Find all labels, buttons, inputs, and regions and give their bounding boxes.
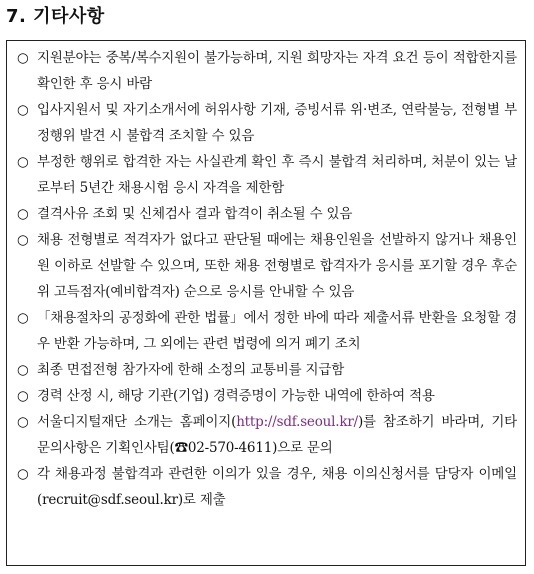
item-text: 입사지원서 및 자기소개서에 허위사항 기재, 증빙서류 위·변조, 연락불능, 전형별 부정행위 발견 시 불합격 조치할 수 있음 [37,102,517,144]
bullet-icon: ○ [17,414,29,430]
list-item [17,461,517,513]
item-text: 부정한 행위로 합격한 자는 사실관계 확인 후 즉시 불합격 처리하며, 처분이 있는 날로부터 5년간 채용시험 응시 자격을 제한함 [37,154,517,196]
item-text: 최종 면접전형 참가자에 한해 소정의 교통비를 지급함 [37,362,345,378]
list-item [17,149,517,201]
bullet-icon: ○ [17,50,29,66]
list-item [17,357,517,383]
bullet-icon: ○ [17,206,29,222]
bullet-icon: ○ [17,310,29,326]
list-item [17,227,517,305]
bullet-icon: ○ [17,154,29,170]
item-text: 결격사유 조회 및 신체검사 결과 합격이 취소될 수 있음 [37,206,353,222]
item-text: 지원분야는 중복/복수지원이 불가능하며, 지원 희망자는 자격 요건 등이 적합한지를 확인한 후 응시 바람 [37,50,517,92]
item-text: 각 채용과정 불합격과 관련한 이의가 있을 경우, 채용 이의신청서를 담당자 이메일(recruit@sdf.seoul.kr)로 제출 [37,466,517,508]
bullet-icon: ○ [17,466,29,482]
notice-list [17,45,517,513]
list-item [17,201,517,227]
item-text-before: 서울디지털재단 소개는 홈페이지( [37,414,237,430]
item-text: 「채용절차의 공정화에 관한 법률」에서 정한 바에 따라 제출서류 반환을 요청할 경우 반환 가능하며, 그 외에는 관련 법령에 의거 폐기 조치 [37,310,517,352]
item-text: 채용 전형별로 적격자가 없다고 판단될 때에는 채용인원을 선발하지 않거나 채용인원 이하로 선발할 수 있으며, 또한 채용 전형별로 합격자가 응시를 포기할 경우 후순위 고득점자(예비합격자) 순으로 응시를 안내할 수 있음 [37,232,517,300]
item-text-after: )를 참조하기 바라며, 기타 문의사항은 기획인사팀(☎02-570-4611)으로 문의 [37,414,518,456]
list-item [17,383,517,409]
list-item [17,45,517,97]
homepage-link[interactable]: http://sdf.seoul.kr/ [236,414,358,430]
list-item [17,409,517,461]
bullet-icon: ○ [17,388,29,404]
bullet-icon: ○ [17,102,29,118]
item-text: 경력 산정 시, 해당 기관(기업) 경력증명이 가능한 내역에 한하여 적용 [37,388,435,404]
section-title: 7. 기타사항 [6,6,105,27]
bullet-icon: ○ [17,232,29,248]
list-item [17,97,517,149]
list-item [17,305,517,357]
notice-box [6,40,526,566]
bullet-icon: ○ [17,362,29,378]
